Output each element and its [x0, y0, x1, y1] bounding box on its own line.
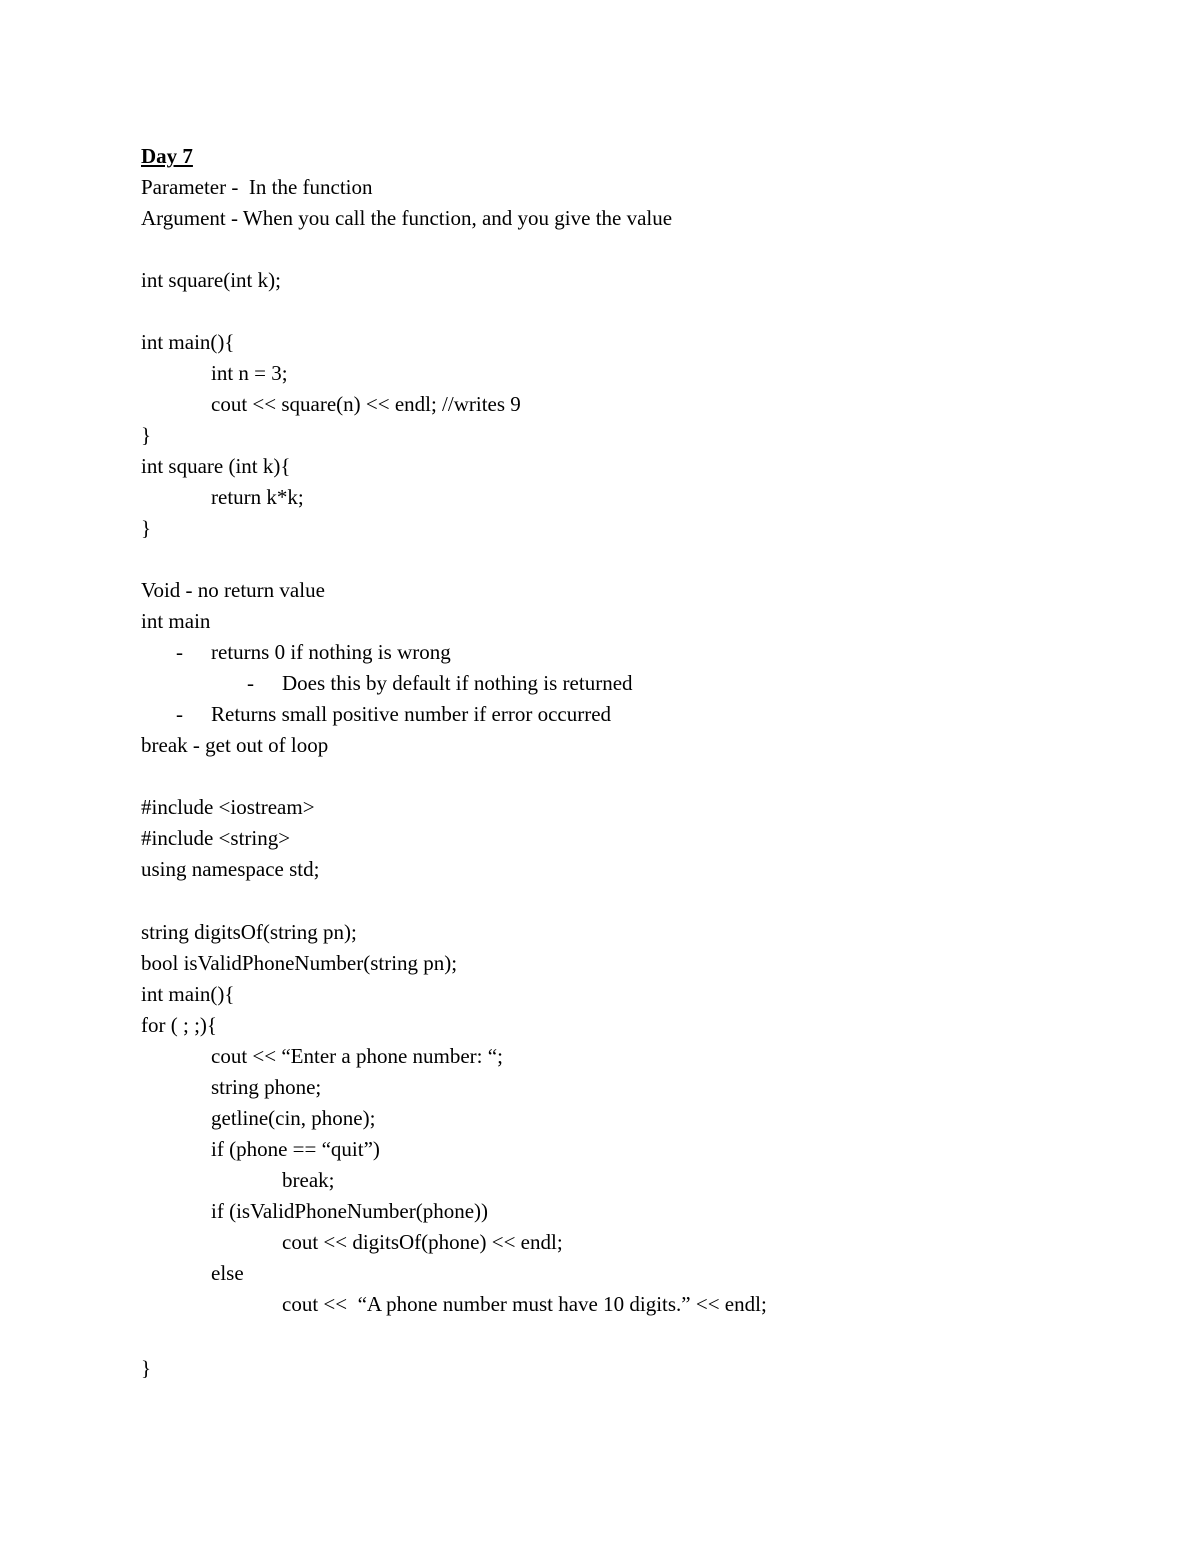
code-line: if (phone == “quit”)	[211, 1137, 380, 1161]
code-line: #include <iostream>	[141, 795, 315, 819]
code-line: break;	[282, 1168, 335, 1192]
code-line: using namespace std;	[141, 857, 320, 881]
code-line: int main(){	[141, 330, 235, 354]
code-line: string digitsOf(string pn);	[141, 920, 357, 944]
code-line: int square(int k);	[141, 268, 281, 292]
code-line: getline(cin, phone);	[211, 1106, 376, 1130]
code-line: if (isValidPhoneNumber(phone))	[211, 1199, 489, 1223]
code-line: }	[141, 423, 152, 447]
parameter-definition: Parameter - In the function	[141, 175, 373, 199]
bullet-dash: -	[176, 702, 183, 726]
argument-definition: Argument - When you call the function, and you give the value	[141, 206, 673, 230]
code-line: cout << digitsOf(phone) << endl;	[282, 1230, 563, 1254]
code-line: else	[211, 1261, 244, 1285]
bullet-item: returns 0 if nothing is wrong	[211, 640, 451, 664]
code-line: cout << square(n) << endl; //writes 9	[211, 392, 521, 416]
page-title: Day 7	[141, 144, 193, 168]
code-line: for ( ; ;){	[141, 1013, 217, 1037]
code-line: }	[141, 516, 152, 540]
code-line: cout << “Enter a phone number: “;	[211, 1044, 503, 1068]
bullet-dash: -	[176, 640, 183, 664]
code-line: int square (int k){	[141, 454, 291, 478]
note-line: Void - no return value	[141, 578, 325, 602]
code-line: }	[141, 1356, 152, 1380]
code-line: int main(){	[141, 982, 235, 1006]
sub-bullet-item: Does this by default if nothing is returned	[282, 671, 633, 695]
code-line: string phone;	[211, 1075, 322, 1099]
bullet-dash: -	[247, 671, 254, 695]
code-line: return k*k;	[211, 485, 304, 509]
code-line: int n = 3;	[211, 361, 288, 385]
code-line: cout << “A phone number must have 10 digits.” << endl;	[282, 1292, 767, 1316]
note-line: break - get out of loop	[141, 733, 329, 757]
code-line: bool isValidPhoneNumber(string pn);	[141, 951, 458, 975]
bullet-item: Returns small positive number if error occurred	[211, 702, 612, 726]
code-line: #include <string>	[141, 826, 291, 850]
note-line: int main	[141, 609, 211, 633]
